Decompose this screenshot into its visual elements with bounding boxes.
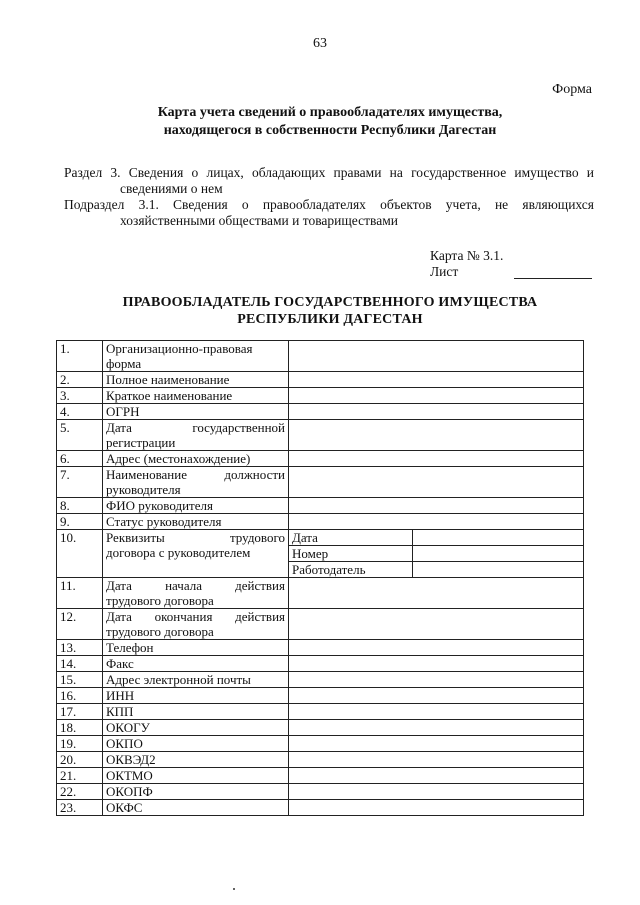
value-cell[interactable] — [289, 420, 584, 451]
value-cell[interactable] — [289, 640, 584, 656]
row-number: 16. — [57, 688, 103, 704]
table-row — [57, 784, 584, 800]
contract-number-label: Номер — [289, 546, 413, 562]
table-row — [57, 752, 584, 768]
row-label: ОКПО — [103, 736, 289, 752]
table-row — [57, 656, 584, 672]
row-number: 2. — [57, 372, 103, 388]
table-row — [57, 704, 584, 720]
row-label: Полное наименование — [103, 372, 289, 388]
table-row — [57, 736, 584, 752]
value-cell[interactable] — [289, 578, 584, 609]
row-label: ИНН — [103, 688, 289, 704]
row-number: 10. — [57, 530, 103, 578]
row-number: 21. — [57, 768, 103, 784]
row-label: Статус руководителя — [103, 514, 289, 530]
table-row — [57, 341, 584, 372]
table-row — [57, 498, 584, 514]
row-label: Факс — [103, 656, 289, 672]
table-row — [57, 800, 584, 816]
table-row — [57, 768, 584, 784]
row-label: ФИО руководителя — [103, 498, 289, 514]
employer-label: Работодатель — [289, 562, 413, 578]
card-number: Карта № 3.1. — [430, 248, 504, 263]
table-row — [57, 688, 584, 704]
table-row — [57, 467, 584, 498]
row-number: 13. — [57, 640, 103, 656]
contract-number-value[interactable] — [413, 546, 584, 562]
row-label: ОКФС — [103, 800, 289, 816]
contract-date-value[interactable] — [413, 530, 584, 546]
row-number: 12. — [57, 609, 103, 640]
value-cell[interactable] — [289, 609, 584, 640]
section-line-2: сведениями о нем — [120, 181, 223, 196]
row-label: Краткое наименование — [103, 388, 289, 404]
row-label: ОКОГУ — [103, 720, 289, 736]
table-row — [57, 420, 584, 451]
row-number: 20. — [57, 752, 103, 768]
document-title — [40, 104, 620, 140]
value-cell[interactable] — [289, 341, 584, 372]
value-cell[interactable] — [289, 672, 584, 688]
scan-speck — [233, 888, 235, 890]
table-row — [57, 720, 584, 736]
table-row — [57, 404, 584, 420]
value-cell[interactable] — [289, 388, 584, 404]
sheet-number-field[interactable] — [514, 278, 592, 279]
title-line-2: находящегося в собственности Республики Дагестан — [163, 123, 497, 138]
value-cell[interactable] — [289, 768, 584, 784]
value-cell[interactable] — [289, 372, 584, 388]
table-row — [57, 372, 584, 388]
row-number: 5. — [57, 420, 103, 451]
value-cell[interactable] — [289, 498, 584, 514]
main-title-line-1: ПРАВООБЛАДАТЕЛЬ ГОСУДАРСТВЕННОГО ИМУЩЕСТВА — [122, 295, 538, 310]
row-label: Реквизиты трудового договора с руководителем — [103, 530, 289, 578]
main-title — [40, 294, 620, 328]
value-cell[interactable] — [289, 784, 584, 800]
section-line-1: Раздел 3. Сведения о лицах, обладающих правами на государственное имущество и — [64, 165, 594, 180]
table-row — [57, 578, 584, 609]
table-row — [57, 672, 584, 688]
table-row — [57, 388, 584, 404]
row-label: Адрес электронной почты — [103, 672, 289, 688]
row-number: 8. — [57, 498, 103, 514]
row-label: КПП — [103, 704, 289, 720]
table-row — [57, 530, 584, 546]
value-cell[interactable] — [289, 467, 584, 498]
title-line-1: Карта учета сведений о правообладателях имущества, — [157, 105, 503, 120]
row-label: Дата государственной регистрации — [103, 420, 289, 451]
row-number: 22. — [57, 784, 103, 800]
row-label: Дата начала действия трудового договора — [103, 578, 289, 609]
value-cell[interactable] — [289, 451, 584, 467]
contract-date-label: Дата — [289, 530, 413, 546]
row-number: 19. — [57, 736, 103, 752]
value-cell[interactable] — [289, 514, 584, 530]
row-number: 15. — [57, 672, 103, 688]
row-label: Телефон — [103, 640, 289, 656]
value-cell[interactable] — [289, 736, 584, 752]
table-row — [57, 609, 584, 640]
row-label: Организационно-правовая форма — [103, 341, 289, 372]
row-number: 18. — [57, 720, 103, 736]
form-label: Форма — [552, 82, 592, 97]
row-number: 11. — [57, 578, 103, 609]
sheet-label: Лист — [430, 264, 459, 279]
value-cell[interactable] — [289, 800, 584, 816]
main-title-line-2: РЕСПУБЛИКИ ДАГЕСТАН — [237, 312, 423, 327]
row-label: Адрес (местонахождение) — [103, 451, 289, 467]
row-number: 4. — [57, 404, 103, 420]
row-number: 17. — [57, 704, 103, 720]
page-number: 63 — [313, 36, 327, 51]
row-label: Дата окончания действия трудового договора — [103, 609, 289, 640]
table-row — [57, 640, 584, 656]
row-number: 14. — [57, 656, 103, 672]
value-cell[interactable] — [289, 688, 584, 704]
value-cell[interactable] — [289, 752, 584, 768]
subsection-line-1: Подраздел 3.1. Сведения о правообладателях объектов учета, не являющихся — [64, 197, 594, 212]
row-number: 6. — [57, 451, 103, 467]
row-label: ОКОПФ — [103, 784, 289, 800]
row-label: ОКВЭД2 — [103, 752, 289, 768]
table-row — [57, 451, 584, 467]
rights-holder-table — [56, 340, 584, 816]
section-heading — [64, 165, 594, 229]
row-label: Наименование должности руководителя — [103, 467, 289, 498]
value-cell[interactable] — [289, 720, 584, 736]
row-number: 9. — [57, 514, 103, 530]
row-number: 1. — [57, 341, 103, 372]
employer-value[interactable] — [413, 562, 584, 578]
row-number: 23. — [57, 800, 103, 816]
value-cell[interactable] — [289, 704, 584, 720]
value-cell[interactable] — [289, 656, 584, 672]
card-info — [430, 248, 503, 280]
row-label: ОКТМО — [103, 768, 289, 784]
value-cell[interactable] — [289, 404, 584, 420]
row-label: ОГРН — [103, 404, 289, 420]
subsection-line-2: хозяйственными обществами и товариществами — [120, 213, 398, 228]
table-row — [57, 514, 584, 530]
row-number: 3. — [57, 388, 103, 404]
row-number: 7. — [57, 467, 103, 498]
